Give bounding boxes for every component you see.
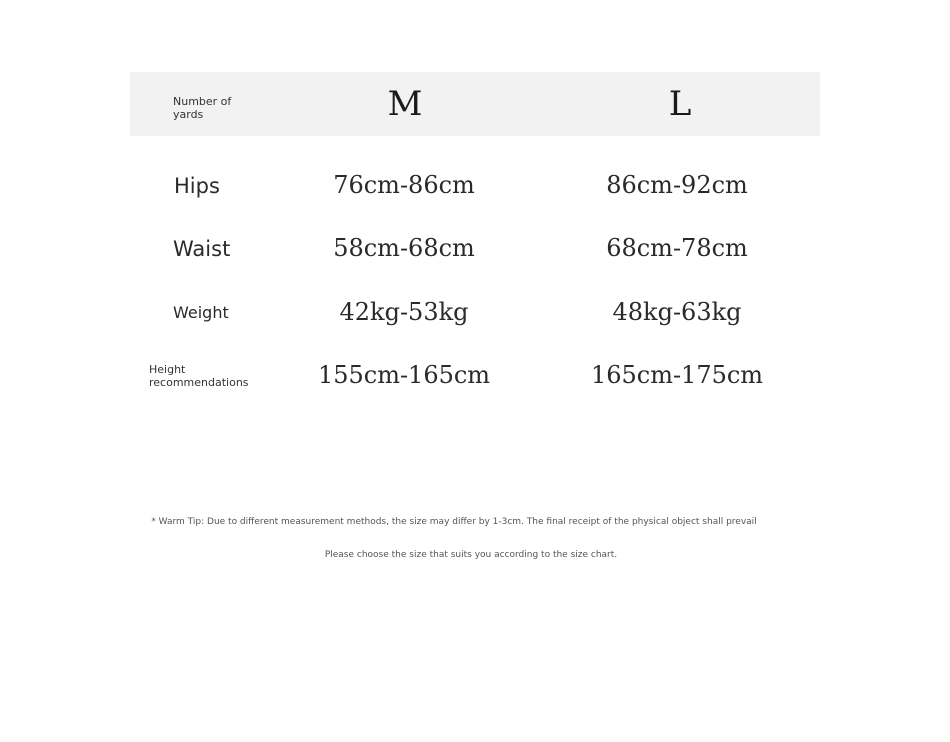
row-label-height-line2: recommendations (149, 376, 249, 389)
row-label-waist: Waist (173, 237, 231, 261)
size-m-header: M (387, 84, 423, 124)
header-label-line2: yards (173, 108, 204, 121)
hips-m-value: 76cm-86cm (333, 171, 475, 199)
size-chart-note: Please choose the size that suits you according to the size chart. (324, 550, 618, 560)
weight-l-value: 48kg-63kg (612, 298, 742, 326)
row-label-height-recommendations (149, 363, 249, 389)
height-m-value: 155cm-165cm (317, 361, 491, 389)
row-label-hips: Hips (174, 174, 220, 198)
row-label-height-line1: Height (149, 363, 186, 376)
row-label-weight: Weight (173, 303, 229, 322)
waist-l-value: 68cm-78cm (606, 234, 748, 262)
weight-m-value: 42kg-53kg (339, 298, 469, 326)
height-l-value: 165cm-175cm (590, 361, 764, 389)
size-l-header: L (668, 84, 692, 124)
header-label-number-of-yards (173, 95, 231, 121)
warm-tip-note: * Warm Tip: Due to different measurement methods, the size may differ by 1-3cm. The final receipt of the physical object shall prevail (151, 517, 757, 527)
header-label-line1: Number of (173, 95, 232, 108)
hips-l-value: 86cm-92cm (606, 171, 748, 199)
waist-m-value: 58cm-68cm (333, 234, 475, 262)
